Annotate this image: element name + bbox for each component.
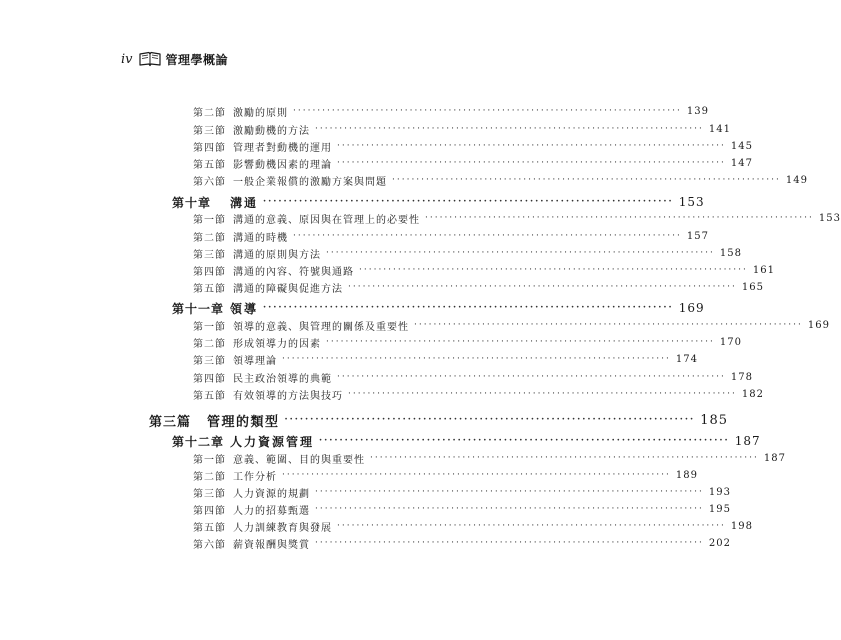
toc-chapter-row — [172, 432, 761, 450]
leader-dots: ················································································ — [315, 124, 704, 134]
toc-section-row — [193, 228, 709, 244]
leader-dots: ················································································ — [315, 504, 704, 514]
leader-dots: ················································································ — [263, 197, 674, 207]
toc-label: 第十一章 — [172, 301, 225, 316]
toc-title: 形成領導力的因素 — [233, 338, 321, 350]
toc-title: 人力訓練教育與發展 — [233, 522, 332, 534]
toc-section-row — [193, 501, 731, 517]
toc-page-number: 149 — [785, 174, 808, 186]
leader-dots: ················································································ — [392, 175, 781, 185]
toc-label: 第六節 — [193, 539, 226, 551]
toc-section-row — [193, 138, 753, 154]
leader-dots: ················································································ — [348, 282, 737, 292]
toc-label: 第二節 — [193, 338, 226, 350]
toc-section-row — [193, 245, 742, 261]
toc-label: 第十章 — [172, 195, 212, 210]
leader-dots: ················································································ — [326, 248, 715, 258]
toc-title: 意義、範圍、目的與重要性 — [233, 454, 365, 466]
toc-title: 人力資源管理 — [230, 434, 315, 449]
toc-section-row — [193, 279, 764, 295]
toc-label: 第五節 — [193, 390, 226, 402]
toc-section-row — [193, 121, 731, 137]
toc-label: 第二節 — [193, 471, 226, 483]
leader-dots: ················································································ — [359, 265, 748, 275]
leader-dots: ················································································ — [293, 231, 682, 241]
toc-page-number: 202 — [708, 537, 731, 549]
toc-title: 管理者對動機的運用 — [233, 142, 332, 154]
toc-section-row — [193, 369, 753, 385]
toc-title: 人力資源的規劃 — [233, 488, 310, 500]
toc-title: 激勵的原則 — [233, 107, 288, 119]
toc-title: 溝通的意義、原因與在管理上的必要性 — [233, 214, 420, 226]
toc-section-row — [193, 334, 742, 350]
toc-page-number: 139 — [686, 105, 709, 117]
toc-label: 第三節 — [193, 249, 226, 261]
toc-page-number: 165 — [741, 281, 764, 293]
toc-title: 領導的意義、與管理的關係及重要性 — [233, 321, 409, 333]
toc-section-row — [193, 351, 698, 367]
toc-chapter-row — [172, 299, 705, 317]
toc-label: 第五節 — [193, 283, 226, 295]
toc-label: 第三節 — [193, 488, 226, 500]
toc-title: 民主政治領導的典範 — [233, 373, 332, 385]
toc-title: 溝通的原則與方法 — [233, 249, 321, 261]
toc-title: 領導 — [230, 301, 259, 316]
leader-dots: ················································································ — [370, 453, 759, 463]
toc-label: 第五節 — [193, 159, 226, 171]
toc-page-number: 178 — [730, 371, 753, 383]
leader-dots: ················································································ — [282, 354, 671, 364]
leader-dots: ················································································ — [284, 415, 696, 425]
leader-dots: ················································································ — [282, 470, 671, 480]
toc-section-row — [193, 484, 731, 500]
toc-page-number: 161 — [752, 264, 775, 276]
toc-page-number: 157 — [686, 230, 709, 242]
toc-page-number: 153 — [818, 212, 841, 224]
toc-section-row — [193, 155, 753, 171]
toc-label: 第六節 — [193, 176, 226, 188]
leader-dots: ················································································ — [337, 372, 726, 382]
toc-title: 一般企業報償的激勵方案與問題 — [233, 176, 387, 188]
toc-section-row — [193, 262, 775, 278]
toc-title: 工作分析 — [233, 471, 277, 483]
leader-dots: ················································································ — [293, 106, 682, 116]
leader-dots: ················································································ — [348, 389, 737, 399]
toc-page-number: 147 — [730, 157, 753, 169]
toc-page-number: 153 — [678, 195, 705, 209]
toc-label: 第一節 — [193, 321, 226, 333]
toc-chapter-row — [172, 193, 705, 211]
toc-label: 第四節 — [193, 142, 226, 154]
toc-title: 激勵動機的方法 — [233, 125, 310, 137]
leader-dots: ················································································ — [319, 436, 730, 446]
toc-title: 有效領導的方法與技巧 — [233, 390, 343, 402]
toc-label: 第三節 — [193, 125, 226, 137]
toc-section-row — [193, 386, 764, 402]
leader-dots: ················································································ — [326, 337, 715, 347]
toc-title: 管理的類型 — [207, 414, 280, 430]
toc-part-row — [149, 410, 729, 430]
toc-title: 溝通的內容、符號與通路 — [233, 266, 354, 278]
toc-page-number: 174 — [675, 353, 698, 365]
toc-label: 第四節 — [193, 373, 226, 385]
leader-dots: ················································································ — [315, 487, 704, 497]
toc-page-number: 193 — [708, 486, 731, 498]
toc-title: 領導理論 — [233, 355, 277, 367]
toc-page-number: 141 — [708, 123, 731, 135]
toc-page-number: 169 — [678, 301, 705, 315]
toc-section-row — [193, 172, 808, 188]
toc-section-row — [193, 210, 841, 226]
toc-title: 影響動機因素的理論 — [233, 159, 332, 171]
toc-label: 第十二章 — [172, 434, 225, 449]
toc-page-number: 169 — [807, 319, 830, 331]
toc-label: 第四節 — [193, 266, 226, 278]
page-number: iv — [121, 51, 133, 67]
toc-page-number: 189 — [675, 469, 698, 481]
toc-page-number: 198 — [730, 520, 753, 532]
toc-section-row — [193, 467, 698, 483]
toc-label: 第二節 — [193, 232, 226, 244]
toc-title: 溝通的障礙與促進方法 — [233, 283, 343, 295]
leader-dots: ················································································ — [337, 141, 726, 151]
toc-title: 薪資報酬與獎賞 — [233, 539, 310, 551]
toc-title: 溝通的時機 — [233, 232, 288, 244]
toc-page-number: 187 — [734, 434, 761, 448]
toc-page-number: 195 — [708, 503, 731, 515]
toc-label: 第四節 — [193, 505, 226, 517]
toc-page-number: 187 — [763, 452, 786, 464]
toc-label: 第二節 — [193, 107, 226, 119]
toc-page-number: 158 — [719, 247, 742, 259]
leader-dots: ················································································ — [414, 320, 803, 330]
leader-dots: ················································································ — [315, 538, 704, 548]
toc-label: 第一節 — [193, 214, 226, 226]
toc-section-row — [193, 518, 753, 534]
toc-section-row — [193, 317, 830, 333]
toc-page-number: 185 — [700, 412, 729, 428]
toc-page-number: 182 — [741, 388, 764, 400]
leader-dots: ················································································ — [425, 213, 814, 223]
leader-dots: ················································································ — [337, 521, 726, 531]
toc-label: 第五節 — [193, 522, 226, 534]
leader-dots: ················································································ — [337, 158, 726, 168]
book-title: 管理學概論 — [165, 52, 229, 67]
toc-title: 人力的招募甄選 — [233, 505, 310, 517]
toc-section-row — [193, 450, 786, 466]
toc-page-number: 170 — [719, 336, 742, 348]
toc-title: 溝通 — [230, 195, 259, 210]
toc-label: 第一節 — [193, 454, 226, 466]
toc-label: 第三節 — [193, 355, 226, 367]
toc-page-number: 145 — [730, 140, 753, 152]
toc-label: 第三篇 — [149, 414, 192, 430]
toc-section-row — [193, 535, 731, 551]
toc-section-row — [193, 103, 709, 119]
leader-dots: ················································································ — [263, 303, 674, 313]
